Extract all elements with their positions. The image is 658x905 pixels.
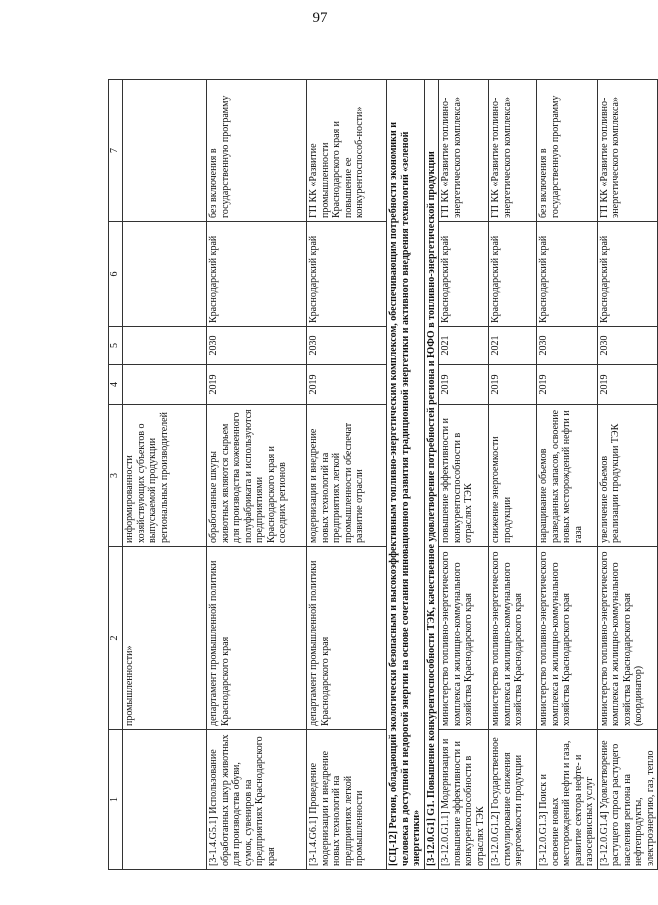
header-col-4: 4 bbox=[109, 365, 123, 405]
measure-cell: [3-12.0.G1.1] Модернизация и повышение эффективности и конкурентоспособности в отраслях ТЭК bbox=[439, 730, 489, 870]
measure-cell: [3-12.0.G1.4] Удовлетворение растущего спроса растущего населения региона на нефтепродукты, электроэнергию, газ, тепло bbox=[597, 730, 658, 870]
territory-cell: Краснодарский край bbox=[439, 222, 489, 327]
result-cell: повышение эффективности и конкурентоспособности в отраслях ТЭК bbox=[439, 405, 489, 547]
result-cell: снижение энергоемкости продукции bbox=[489, 405, 537, 547]
table-row bbox=[439, 80, 489, 870]
responsible-cell: министерство топливно-энергетического комплекса и жилищно-коммунального хозяйства Краснодарского края bbox=[489, 547, 537, 730]
end-year-cell: 2030 bbox=[207, 327, 307, 365]
table-row bbox=[307, 80, 387, 870]
header-col-7: 7 bbox=[109, 80, 123, 222]
responsible-cell: министерство топливно-энергетического комплекса и жилищно-коммунального хозяйства Краснодарского края bbox=[439, 547, 489, 730]
header-col-3: 3 bbox=[109, 405, 123, 547]
program-cell: ГП КК «Развитие топливно-энергетического комплекса» bbox=[439, 80, 489, 222]
responsible-cell: промышленности» bbox=[123, 547, 207, 730]
section-heading-sc12: [СЦ-12] Регион, обладающий экологически безопасным и высокоэффективным топливно-энергетическим комплексом, обеспечивающим потребности экономики и человека в доступной и недорогой энергии на основе сочетания инновационного развития традиционной энергетики и активного внедрения технологий «зеленой энергетики» bbox=[387, 80, 425, 870]
start-year-cell: 2019 bbox=[537, 365, 598, 405]
program-cell: ГП КК «Развитие топливно-энергетического комплекса» bbox=[489, 80, 537, 222]
end-year-cell: 2030 bbox=[307, 327, 387, 365]
measure-cell bbox=[123, 730, 207, 870]
end-year-cell: 2030 bbox=[537, 327, 598, 365]
header-col-6: 6 bbox=[109, 222, 123, 327]
header-col-1: 1 bbox=[109, 730, 123, 870]
table-row bbox=[123, 80, 207, 870]
program-cell: ГП КК «Развитие промышленности Краснодарского края и повышение ее конкурентоспособ-ности» bbox=[307, 80, 387, 222]
table-row bbox=[489, 80, 537, 870]
start-year-cell: 2019 bbox=[439, 365, 489, 405]
result-cell: обработанные шкуры животных являются сырьем для производства кожевенного полуфабриката и используются предприятиями Краснодарского края и соседних регионов bbox=[207, 405, 307, 547]
territory-cell bbox=[123, 222, 207, 327]
result-cell: наращивание объемов разведанных запасов, освоение новых месторождений нефти и газа bbox=[537, 405, 598, 547]
responsible-cell: министерство топливно-энергетического комплекса и жилищно-коммунального хозяйства Краснодарского края bbox=[537, 547, 598, 730]
section-band-row bbox=[387, 80, 425, 870]
table-row bbox=[597, 80, 658, 870]
measure-cell: [3-12.0.G1.2] Государственное стимулирование снижения энергоемкости продукции bbox=[489, 730, 537, 870]
measure-cell: [3-1.4.G6.1] Проведение модернизации и внедрение новых технологий на предприятиях легкой промышленности bbox=[307, 730, 387, 870]
table-row bbox=[207, 80, 307, 870]
program-cell: без включения в государственную программу bbox=[207, 80, 307, 222]
result-cell: информированности хозяйствующих субъектов о выпускаемой продукции региональных производителей bbox=[123, 405, 207, 547]
start-year-cell: 2019 bbox=[597, 365, 658, 405]
program-cell bbox=[123, 80, 207, 222]
responsible-cell: департамент промышленной политики Краснодарского края bbox=[207, 547, 307, 730]
responsible-cell: департамент промышленной политики Краснодарского края bbox=[307, 547, 387, 730]
end-year-cell: 2021 bbox=[439, 327, 489, 365]
measure-cell: [3-12.0.G1.3] Поиск и освоение новых месторождений нефти и газа, развитие сектора нефте- и газосервисных услуг bbox=[537, 730, 598, 870]
table-row bbox=[537, 80, 598, 870]
header-col-2: 2 bbox=[109, 547, 123, 730]
responsible-cell: министерство топливно-энергетического комплекса и жилищно-коммунального хозяйства Краснодарского края (координатор) bbox=[597, 547, 658, 730]
rotated-table-container bbox=[108, 80, 656, 870]
header-col-5: 5 bbox=[109, 327, 123, 365]
result-cell: увеличение объемов реализации продукции ТЭК bbox=[597, 405, 658, 547]
section-band-row bbox=[424, 80, 439, 870]
goal-heading-g1: [3-12.0.G1] G1. Повышение конкурентоспособности ТЭК, качественное удовлетворение потребностей региона и ЮФО в топливно-энергетической продукции bbox=[424, 80, 439, 870]
end-year-cell: 2030 bbox=[597, 327, 658, 365]
territory-cell: Краснодарский край bbox=[307, 222, 387, 327]
measure-cell: [3-1.4.G5.1] Использование обработанных шкур животных для производства обуви, сумок, сувениров на предприятиях Краснодарского края bbox=[207, 730, 307, 870]
territory-cell: Краснодарский край bbox=[489, 222, 537, 327]
program-cell: без включения в государственную программу bbox=[537, 80, 598, 222]
end-year-cell bbox=[123, 327, 207, 365]
header-row bbox=[109, 80, 123, 870]
start-year-cell: 2019 bbox=[489, 365, 537, 405]
start-year-cell bbox=[123, 365, 207, 405]
result-cell: модернизация и внедрение новых технологий на предприятиях легкой промышленности обеспечат развитие отрасли bbox=[307, 405, 387, 547]
start-year-cell: 2019 bbox=[207, 365, 307, 405]
territory-cell: Краснодарский край bbox=[537, 222, 598, 327]
measures-table bbox=[108, 79, 658, 870]
territory-cell: Краснодарский край bbox=[597, 222, 658, 327]
start-year-cell: 2019 bbox=[307, 365, 387, 405]
program-cell: ГП КК «Развитие топливно-энергетического комплекса» bbox=[597, 80, 658, 222]
territory-cell: Краснодарский край bbox=[207, 222, 307, 327]
end-year-cell: 2021 bbox=[489, 327, 537, 365]
page-number: 97 bbox=[312, 10, 328, 26]
